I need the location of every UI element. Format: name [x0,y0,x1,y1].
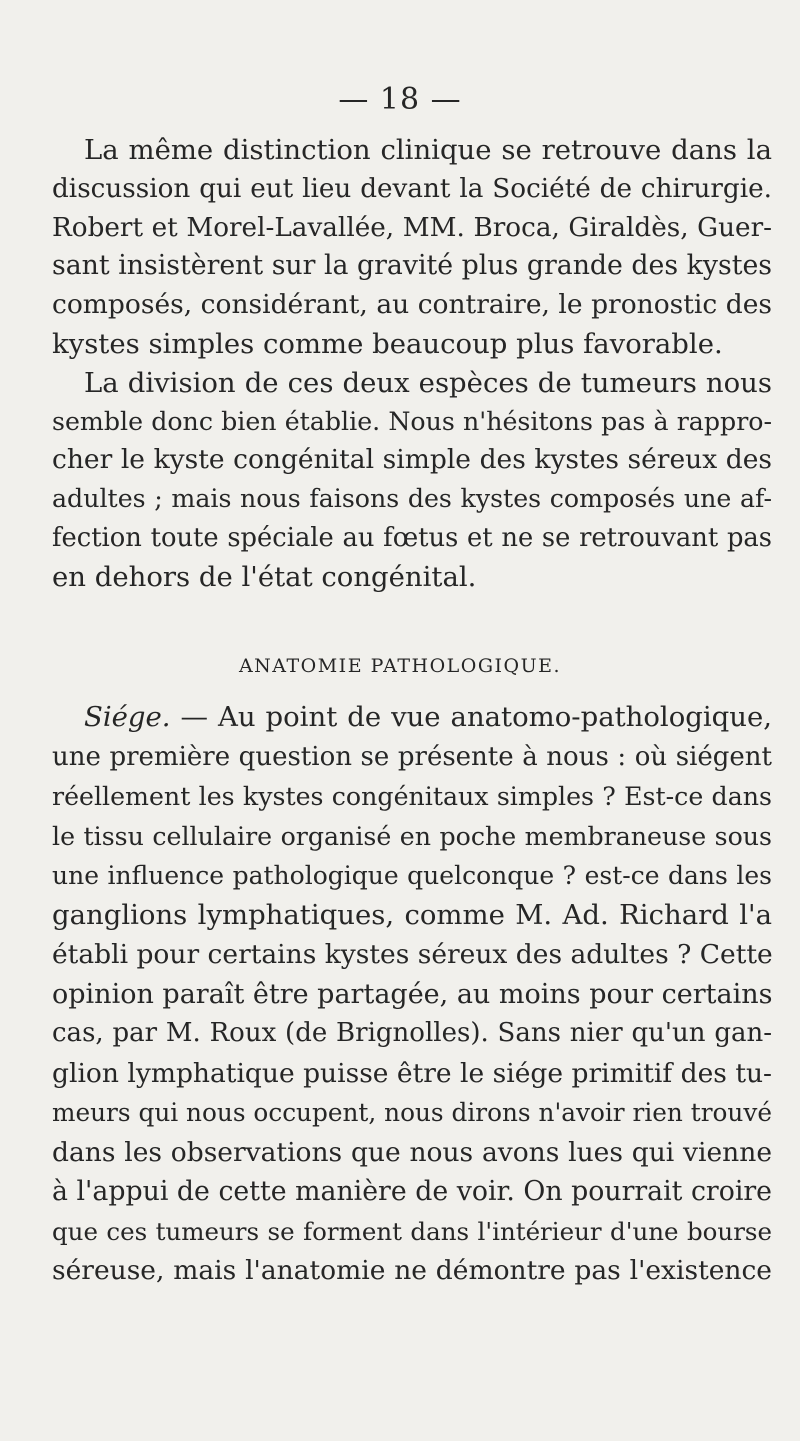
paragraph-3 [52,698,772,1291]
text-line: adultes ; mais nous faisons des kystes composés une af- [52,484,772,514]
text-block-top [52,131,772,597]
text-line: séreuse, mais l'anatomie ne démontre pas l'existence [52,1255,772,1286]
text-line: opinion paraît être partagée, au moins pour certains [52,978,773,1010]
text-line: que ces tumeurs se forment dans l'intérieur d'une bourse [52,1216,772,1246]
text-line: Robert et Morel-Lavallée, MM. Broca, Giraldès, Guer- [52,212,772,243]
text-line: sant insistèrent sur la gravité plus grande des kystes [52,250,772,282]
text-line: en dehors de l'état congénital. [52,560,477,593]
text-line: composés, considérant, au contraire, le pronostic des [52,289,772,321]
text-line: une première question se présente à nous : où siégent [52,741,772,772]
paragraph-2 [52,364,772,597]
text-line: La division de ces deux espèces de tumeurs nous [84,366,772,399]
text-line: meurs qui nous occupent, nous dirons n'avoir rien trouvé [52,1098,772,1127]
text-line: La même distinction clinique se retrouve dans la [84,134,772,166]
section-heading: ANATOMIE PATHOLOGIQUE. [238,655,562,677]
text-block-bottom [52,698,772,1291]
text-line-first [52,698,772,738]
text-line: à l'appui de cette manière de voir. On pourrait croire [52,1176,772,1207]
text-line: réellement les kystes congénitaux simples ? Est-ce dans [52,782,772,811]
text-line: ganglions lymphatiques, comme M. Ad. Richard l'a [52,898,772,931]
section-lead-word: Siége. [84,701,171,733]
first-line-rest: — Au point de vue anatomo-pathologique, [170,701,772,733]
text-line: cas, par M. Roux (de Brignolles). Sans nier qu'un gan- [52,1018,772,1048]
text-line: fection toute spéciale au fœtus et ne se retrouvant pas [52,522,772,553]
text-line: dans les observations que nous avons lues qui vienne [52,1136,772,1168]
text-line: discussion qui eut lieu devant la Société de chirurgie. [52,173,772,204]
page-number: — 18 — [338,82,462,117]
text-line: semble donc bien établie. Nous n'hésitons pas à rappro- [52,406,772,436]
text-line: cher le kyste congénital simple des kystes séreux des [52,444,772,476]
text-line: kystes simples comme beaucoup plus favorable. [52,327,723,360]
text-line: glion lymphatique puisse être le siége primitif des tu- [52,1057,772,1089]
text-line: une influence pathologique quelconque ? est-ce dans les [52,861,772,890]
text-line: le tissu cellulaire organisé en poche membraneuse sous [52,821,772,851]
text-line: établi pour certains kystes séreux des adultes ? Cette [52,939,773,970]
paragraph-1 [52,131,772,364]
